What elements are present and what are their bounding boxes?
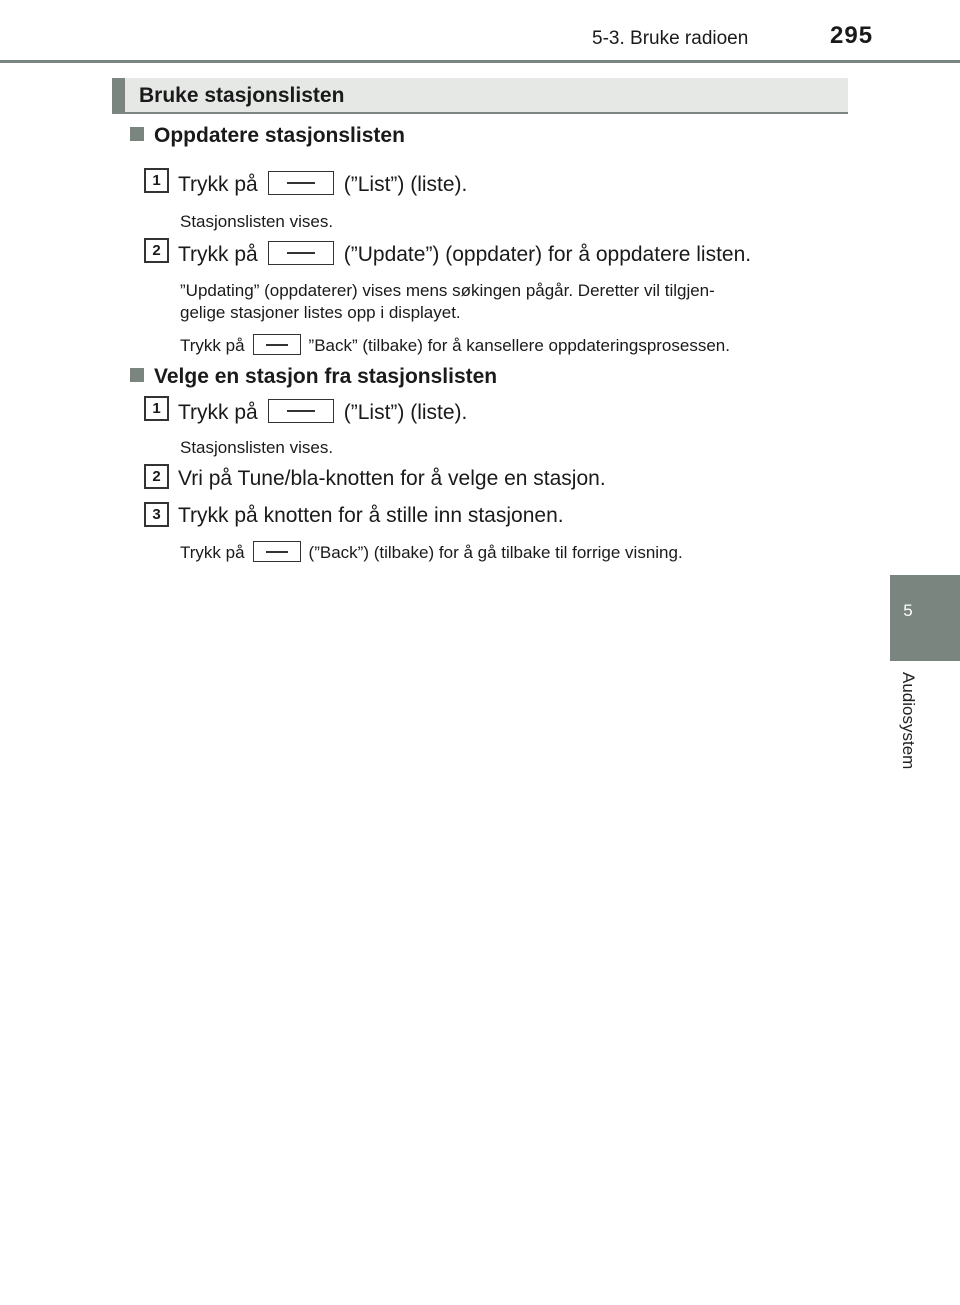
step-text-pre: Trykk på	[178, 401, 258, 424]
step-number: 2	[144, 238, 169, 263]
chapter-number: 5	[903, 601, 913, 620]
header-rule	[0, 60, 960, 63]
note: Stasjonslisten vises.	[180, 212, 334, 231]
header-section: 5-3. Bruke radioen	[592, 28, 749, 49]
step-select-2: Vri på Tune/bla-knotten for å velge en stasjon.	[178, 467, 606, 490]
step-number: 3	[144, 502, 169, 527]
step-text-pre: Trykk på	[178, 173, 258, 196]
note-text-post: (”Back”) (tilbake) for å gå tilbake til forrige visning.	[308, 543, 683, 562]
subheading-select	[130, 365, 497, 389]
note-back	[180, 334, 730, 357]
step-text-post: (”List”) (liste).	[343, 401, 468, 424]
note-back	[180, 541, 683, 564]
square-bullet-icon	[130, 368, 144, 382]
chapter-tab	[890, 575, 960, 661]
step-select-1	[178, 399, 467, 425]
step-text-pre: Trykk på	[178, 243, 258, 266]
note-text-pre: Trykk på	[180, 543, 245, 562]
note: Stasjonslisten vises.	[180, 438, 334, 457]
square-bullet-icon	[130, 127, 144, 141]
note-text-post: ”Back” (tilbake) for å kansellere oppdateringsprosessen.	[308, 336, 730, 355]
subheading-select-text: Velge en stasjon fra stasjonslisten	[154, 365, 498, 388]
step-update-2	[178, 241, 751, 267]
section-title: Bruke stasjonslisten	[139, 84, 345, 107]
step-text-post: (”Update”) (oppdater) for å oppdatere listen.	[343, 243, 752, 266]
note: ”Updating” (oppdaterer) vises mens søkingen pågår. Deretter vil tilgjen-	[180, 281, 715, 300]
step-number: 1	[144, 168, 169, 193]
subheading-update	[130, 124, 405, 148]
button-dash-icon	[268, 399, 334, 423]
button-dash-icon	[253, 334, 301, 355]
step-select-3: Trykk på knotten for å stille inn stasjonen.	[178, 504, 564, 527]
step-text-post: (”List”) (liste).	[343, 173, 468, 196]
button-dash-icon	[253, 541, 301, 562]
button-dash-icon	[268, 171, 334, 195]
step-number: 2	[144, 464, 169, 489]
note: gelige stasjoner listes opp i displayet.	[180, 303, 461, 322]
chapter-label: Audiosystem	[899, 672, 918, 770]
subheading-update-text: Oppdatere stasjonslisten	[154, 124, 405, 147]
button-dash-icon	[268, 241, 334, 265]
section-heading	[112, 78, 848, 114]
page-number: 295	[830, 22, 874, 49]
note-text-pre: Trykk på	[180, 336, 245, 355]
step-update-1	[178, 171, 467, 197]
step-number: 1	[144, 396, 169, 421]
